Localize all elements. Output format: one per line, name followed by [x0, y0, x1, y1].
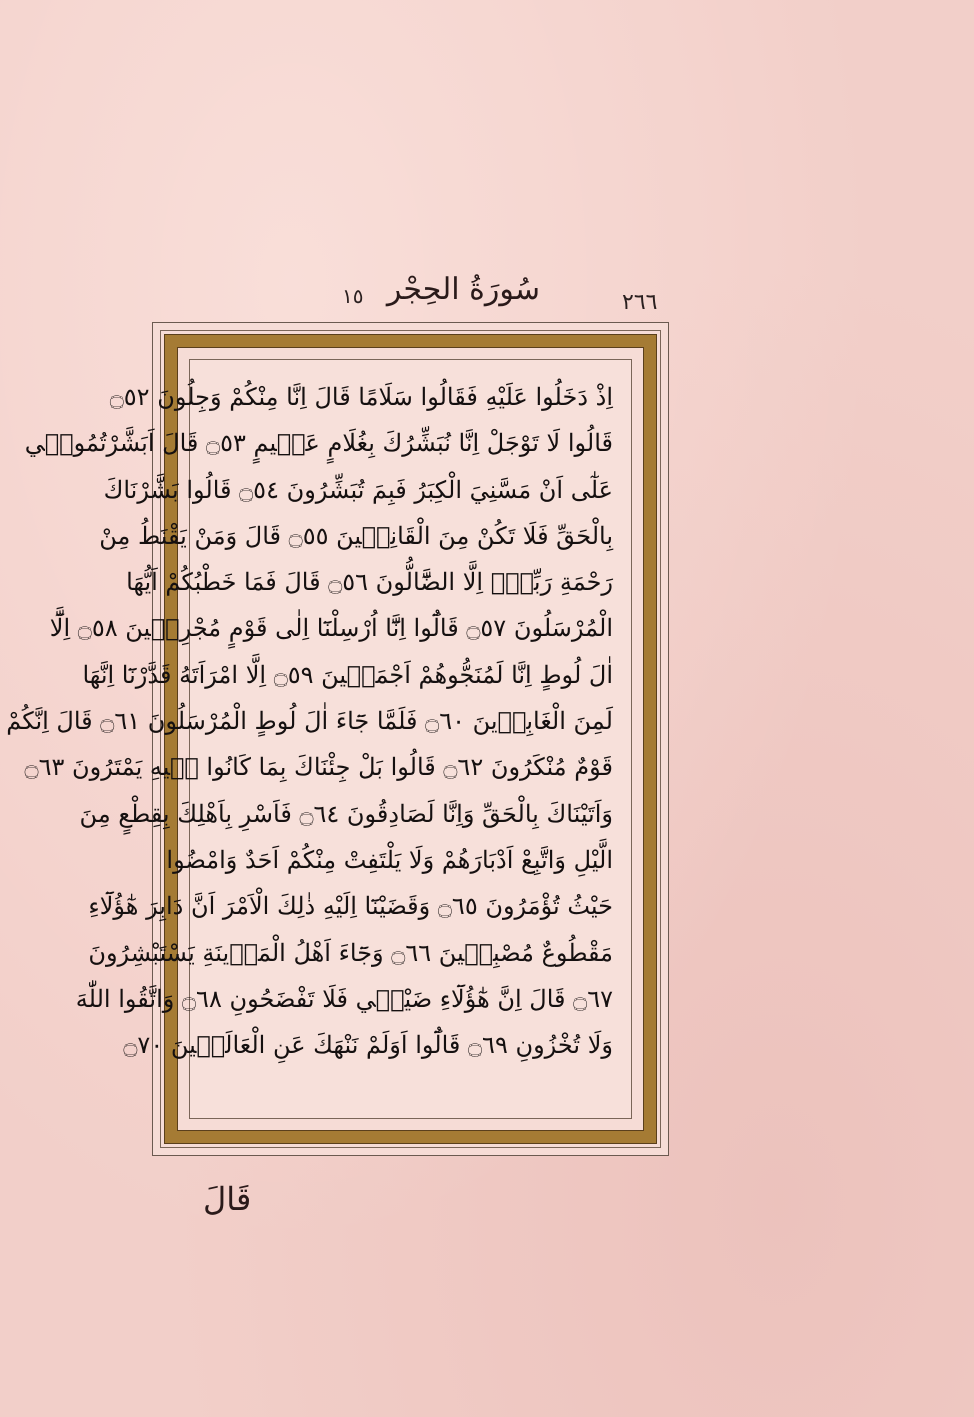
text-line: حَيْثُ تُؤْمَرُونَ ۝٦٥ وَقَضَيْنَٓا اِلَيْهِ ذٰلِكَ الْاَمْرَ اَنَّ دَابِرَ هٰٓؤُلَٓاءِ [88, 892, 613, 921]
catchword: قَالَ [203, 1180, 252, 1218]
page-number: ٢٦٦ [622, 290, 658, 315]
text-line: الْمُرْسَلُونَ ۝٥٧ قَالُٓوا اِنَّٓا اُرْسِلْنَٓا اِلٰى قَوْمٍ مُجْرِمٖينَ ۝٥٨ اِلَّٓا [49, 614, 613, 643]
text-line: رَحْمَةِ رَبِّهٖٓ اِلَّا الضَّٓالُّونَ ۝٥٦ قَالَ فَمَا خَطْبُكُمْ اَيُّهَا [126, 568, 613, 597]
text-line: ۝٦٧ قَالَ اِنَّ هٰٓؤُلَٓاءِ ضَيْفٖي فَلَا تَفْضَحُونِ ۝٦٨ وَاتَّقُوا اللّٰهَ [75, 984, 613, 1013]
text-line: قَالُوا لَا تَوْجَلْ اِنَّا نُبَشِّرُكَ بِغُلَامٍ عَلٖيمٍ ۝٥٣ قَالَ اَبَشَّرْتُمُونٖي [24, 429, 613, 458]
text-line: وَلَا تُخْزُونِ ۝٦٩ قَالُٓوا اَوَلَمْ نَنْهَكَ عَنِ الْعَالَمٖينَ ۝٧٠ [123, 1031, 613, 1060]
text-line: اِذْ دَخَلُوا عَلَيْهِ فَقَالُوا سَلَامًا قَالَ اِنَّا مِنْكُمْ وَجِلُونَ ۝٥٢ [109, 383, 613, 411]
page-frame [6, 322, 669, 1156]
surah-title: سُورَةُ الحِجْر [386, 272, 540, 307]
text-line: الَّيْلِ وَاتَّبِعْ اَدْبَارَهُمْ وَلَا يَلْتَفِتْ مِنْكُمْ اَحَدٌ وَامْضُوا [166, 845, 613, 874]
text-panel [6, 359, 632, 1119]
text-line: عَلٰٓى اَنْ مَسَّنِيَ الْكِبَرُ فَبِمَ تُبَشِّرُونَ ۝٥٤ قَالُوا بَشَّرْنَاكَ [103, 475, 613, 504]
page-header [0, 272, 974, 322]
text-line: بِالْحَقِّ فَلَا تَكُنْ مِنَ الْقَانِطٖينَ ۝٥٥ قَالَ وَمَنْ يَقْنَطُ مِنْ [99, 521, 613, 550]
text-line: لَمِنَ الْغَابِرٖينَ ۝٦٠ فَلَمَّا جَٓاءَ اٰلَ لُوطٍ الْمُرْسَلُونَ ۝٦١ قَالَ اِنَّكُمْ [6, 707, 613, 736]
text-lines [6, 374, 613, 1068]
text-line: قَوْمٌ مُنْكَرُونَ ۝٦٢ قَالُوا بَلْ جِئْنَاكَ بِمَا كَانُوا فٖيهِ يَمْتَرُونَ ۝٦٣ [24, 753, 613, 782]
text-line: اٰلَ لُوطٍ اِنَّا لَمُنَجُّوهُمْ اَجْمَعٖينَ ۝٥٩ اِلَّا امْرَاَتَهُ قَدَّرْنَٓا اِنَّهَا [82, 660, 613, 689]
text-line: وَاَتَيْنَاكَ بِالْحَقِّ وَاِنَّا لَصَادِقُونَ ۝٦٤ فَاَسْرِ بِاَهْلِكَ بِقِطْعٍ مِنَ [79, 799, 613, 828]
juz-number: ١٥ [342, 284, 364, 308]
text-line: مَقْطُوعٌ مُصْبِحٖينَ ۝٦٦ وَجَٓاءَ اَهْلُ الْمَدٖينَةِ يَسْتَبْشِرُونَ [88, 938, 613, 967]
